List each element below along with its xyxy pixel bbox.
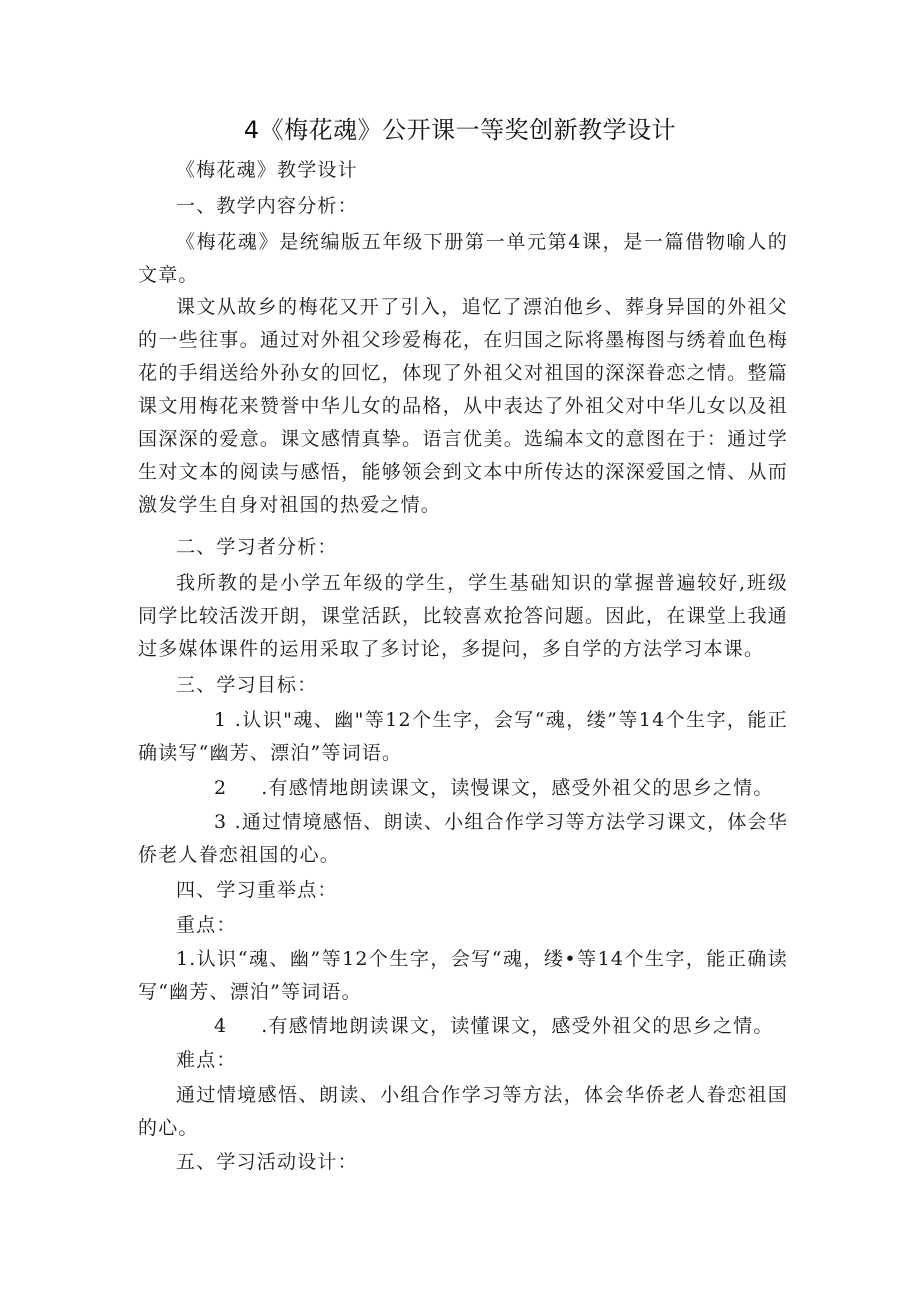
goal-item-1 (138, 704, 788, 770)
section-heading-key-points: 四、学习重举点： (176, 879, 338, 901)
page-title: 4《梅花魂》公开课一等奖创新教学设计 (243, 116, 677, 144)
difficulty-label: 难点： (176, 1049, 237, 1071)
key-point-1: 1.认识“魂、幽”等12个生字，会写“魂，缕•等14个生字，能正确读写“幽芳、漂泊”等词语。 (138, 948, 788, 1003)
goal-2-number: 2 (214, 777, 228, 799)
content-paragraph-2: 课文从故乡的梅花又开了引入，追忆了漂泊他乡、葬身异国的外祖父的一些往事。通过对外祖父珍爱梅花，在归国之际将墨梅图与绣着血色梅花的手绢送给外孙女的回忆，体现了外祖父对祖国的深深眷恋之情。整篇课文用梅花来赞誉中华儿女的品格，从中表达了外祖父对中华儿女以及祖国深深的爱意。课文感情真挚。语言优美。选编本文的意图在于：通过学生对文本的阅读与感悟，能够领会到文本中所传达的深深爱国之情、从而激发学生自身对祖国的热爱之情。 (138, 296, 788, 516)
section-heading-content-analysis: 一、教学内容分析： (176, 195, 358, 217)
key-point-2 (138, 1010, 788, 1043)
key-point-2-number: 4 (214, 1015, 228, 1037)
difficulty-paragraph: 通过情境感悟、朗读、小组合作学习等方法，体会华侨老人眷恋祖国的心。 (138, 1084, 788, 1139)
goal-1-number: 1 (214, 709, 228, 731)
key-point-2-text: .有感情地朗读课文，读懂课文，感受外祖父的思乡之情。 (261, 1015, 774, 1037)
key-points-label: 重点： (176, 914, 237, 936)
learner-paragraph: 我所教的是小学五年级的学生，学生基础知识的掌握普遍较好,班级同学比较活泼开朗，课堂活跃，比较喜欢抢答问题。因此，在课堂上我通过多媒体课件的运用采取了多讨论，多提问，多自学的方法学习本课。 (138, 572, 788, 660)
goal-item-3 (138, 806, 788, 872)
section-heading-learner-analysis: 二、学习者分析： (176, 536, 338, 558)
goal-3-text: .通过情境感悟、朗读、小组合作学习等方法学习课文，体会华侨老人眷恋祖国的心。 (138, 811, 788, 866)
goal-2-text: .有感情地朗读课文，读慢课文，感受外祖父的思乡之情。 (261, 777, 774, 799)
goal-1-text: .认识"魂、幽"等12个生字，会写“魂，缕”等14个生字，能正确读写“幽芳、漂泊”等词语。 (138, 709, 788, 764)
goal-3-number: 3 (214, 811, 228, 833)
content-paragraph-1: 《梅花魂》是统编版五年级下册第一单元第4课，是一篇借物喻人的文章。 (138, 231, 788, 286)
section-heading-activity-design: 五、学习活动设计： (176, 1151, 358, 1173)
section-heading-learning-goals: 三、学习目标： (176, 674, 318, 696)
subtitle: 《梅花魂》教学设计 (176, 159, 358, 181)
goal-item-2 (138, 772, 788, 805)
